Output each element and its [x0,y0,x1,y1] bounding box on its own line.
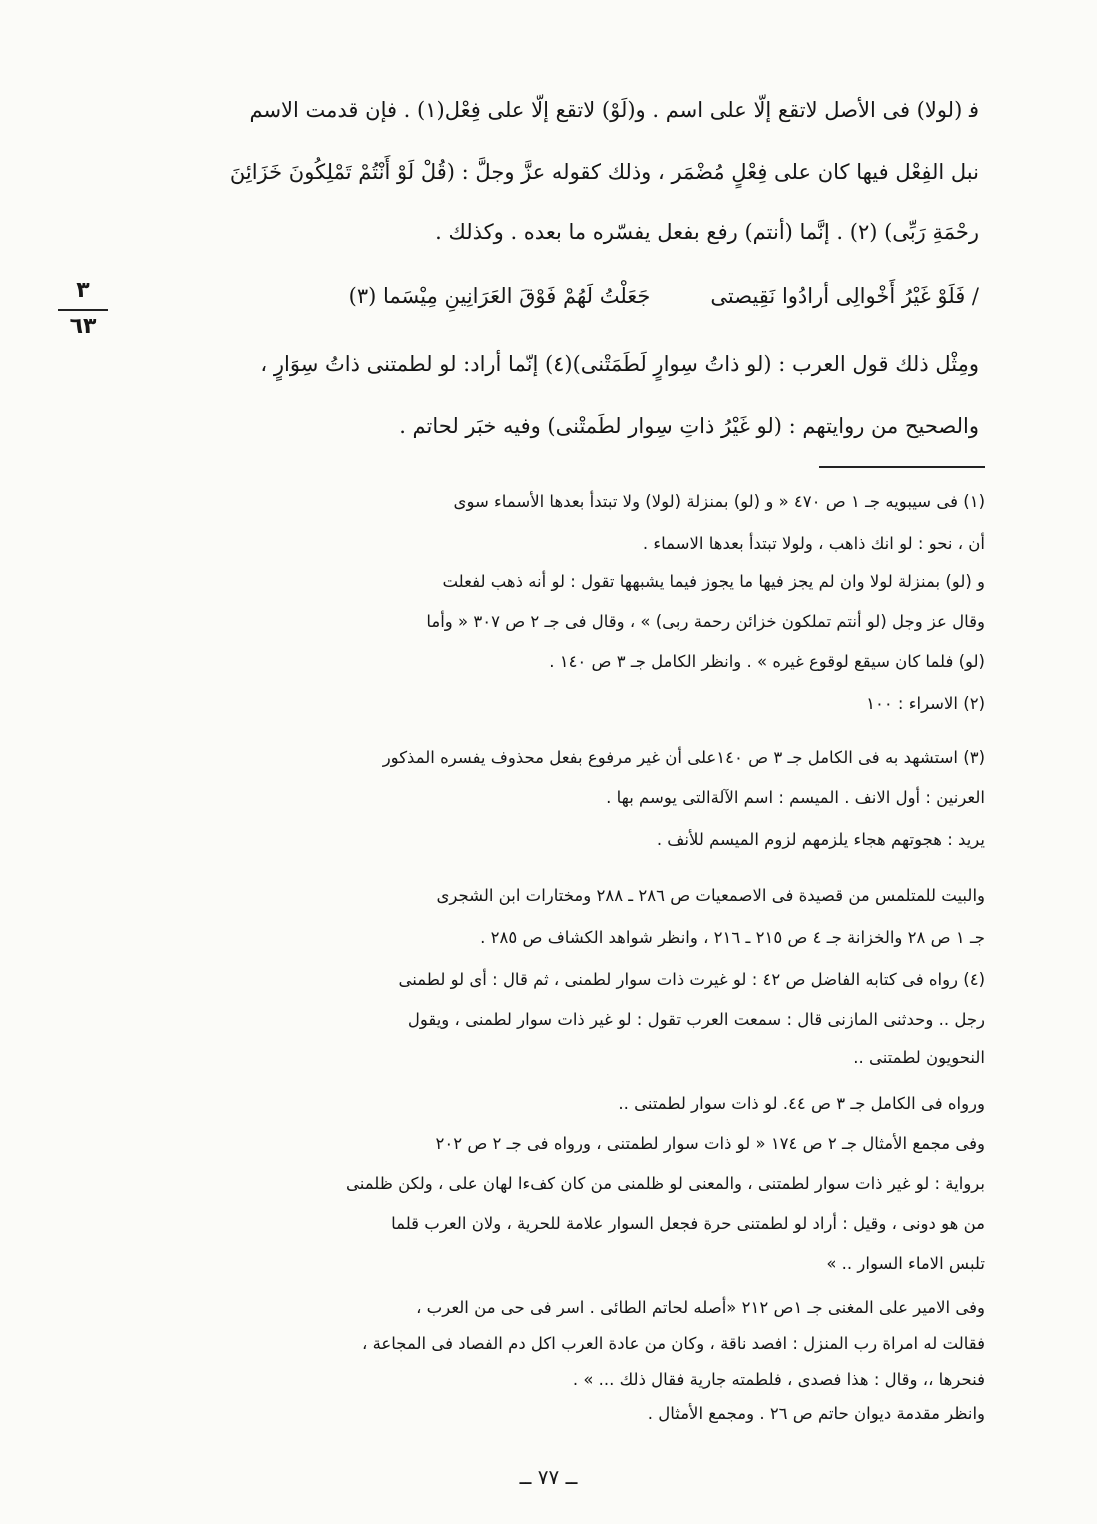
footnote-line: النحويون لطمتنى .. [853,1048,985,1067]
main-text-line: رحْمَةِ رَبِّى) (٢) . إنَّما (أنتم) رفع بفعل يفسّره ما بعده . وكذلك . [435,220,979,244]
verse-second-hemistich: جَعَلْتُ لَهُمْ فَوْقَ العَرَانِينِ مِيْسَما (٣) [348,284,651,308]
footnote-line: وفى الامير على المغنى جـ ١ص ٢١٢ «أصله لحاتم الطائى . اسر فى حى من العرب ، [416,1298,985,1317]
margin-number-bottom: ٦٣ [69,314,97,339]
footnote-separator [819,466,985,468]
footnote-line: فنحرها ،، وقال : هذا فصدى ، فلطمته جارية فقال ذلك ... » . [572,1370,985,1389]
footnote-line: برواية : لو غير ذات سوار لطمتنى ، والمعنى لو ظلمنى من كان كفءا لهان على ، ولكن ظلمنى [345,1174,985,1193]
footnote-line: (٤) رواه فى كتابه الفاضل ص ٤٢ : لو غيرت ذات سوار لطمنى ، ثم قال : أى لو لطمنى [398,970,985,989]
footnote-line: العرنين : أول الانف . الميسم : اسم الآلةالتى يوسم بها . [606,788,985,807]
footnote-line: و (لو) بمنزلة لولا وان لم يجز فيها ما يجوز فيما يشبهها تقول : لو أنه ذهب لفعلت [442,572,985,591]
footnote-line: (٣) استشهد به فى الكامل جـ ٣ ص ١٤٠على أن غير مرفوع بفعل محذوف يفسره المذكور [382,748,985,767]
footnote-line: والبيت للمتلمس من قصيدة فى الاصمعيات ص ٢٨٦ ـ ٢٨٨ ومختارات ابن الشجرى [436,886,985,905]
main-text-line: ومِثْل ذلك قول العرب : (لو ذاتُ سِوارٍ لَطَمَتْنى)(٤) إنّما أراد: لو لطمتنى ذاتُ سِوَارٍ ، [260,352,979,376]
footnote-line: (١) فى سيبويه جـ ١ ص ٤٧٠ « و (لو) بمنزلة (لولا) ولا تبتدأ بعدها الأسماء سوى [453,492,985,511]
footnote-line: جـ ١ ص ٢٨ والخزانة جـ ٤ ص ٢١٥ ـ ٢١٦ ، وانظر شواهد الكشاف ص ٢٨٥ . [480,928,985,947]
main-text-line: والصحيح من روايتهم : (لو غَيْرُ ذاتِ سِوار لطَمتْنى) وفيه خبَر لحاتم . [399,414,979,438]
footnote-line: يريد : هجوتهم هجاء يلزمهم لزوم الميسم للأنف . [656,830,985,849]
verse-first-hemistich: / فَلَوْ غَيْرُ أَخْوالِى أرادُوا نَقِيصتى [710,284,979,308]
footnote-line: (٢) الاسراء : ١٠٠ [866,694,985,713]
poetry-verse [349,284,979,308]
main-text-line: نبل الفِعْل فيها كان على فِعْلٍ مُضْمَر ، وذلك كقوله عزَّ وجلَّ : (قُلْ لَوْ أَنْتُمْ تَمْلِكُونَ خَزَائِنَ [229,160,979,184]
footnote-line: أن ، نحو : لو انك ذاهب ، ولولا تبتدأ بعدها الاسماء . [642,534,985,553]
margin-number-top: ٣ [76,278,90,303]
footnote-line: وانظر مقدمة ديوان حاتم ص ٢٦ . ومجمع الأمثال . [647,1404,985,1423]
footnote-line: وفى مجمع الأمثال جـ ٢ ص ١٧٤ « لو ذات سوار لطمتنى ، ورواه فى جـ ٢ ص ٢٠٢ [435,1134,985,1153]
footnote-line: ورواه فى الكامل جـ ٣ ص ٤٤. لو ذات سوار لطمتنى .. [618,1094,985,1113]
footnote-line: رجل .. وحدثنى المازنى قال : سمعت العرب تقول : لو غير ذات سوار لطمنى ، ويقول [407,1010,985,1029]
footnote-line: (لو) فلما كان سيقع لوقوع غيره » . وانظر الكامل جـ ٣ ص ١٤٠ . [549,652,985,671]
footnote-line: فقالت له امراة رب المنزل : افصد ناقة ، وكان من عادة العرب اكل دم الفصاد فى المجاعة ، [362,1334,985,1353]
margin-rule [58,309,108,311]
page-number: ــ ٧٧ ــ [519,1465,578,1489]
main-text-line: ﻓ (لولا) فى الأصل لاتقع إلّا على اسم . و(لَوْ) لاتقع إلّا على فِعْل(١) . فإن قدمت الاسم [249,98,979,122]
footnote-line: من هو دونى ، وقيل : أراد لو لطمتنى حرة فجعل السوار علامة للحرية ، ولان العرب قلما [391,1214,985,1233]
footnote-line: وقال عز وجل (لو أنتم تملكون خزائن رحمة ربى) » ، وقال فى جـ ٢ ص ٣٠٧ « وأما [426,612,985,631]
footnote-line: تلبس الاماء السوار .. » [826,1254,985,1273]
